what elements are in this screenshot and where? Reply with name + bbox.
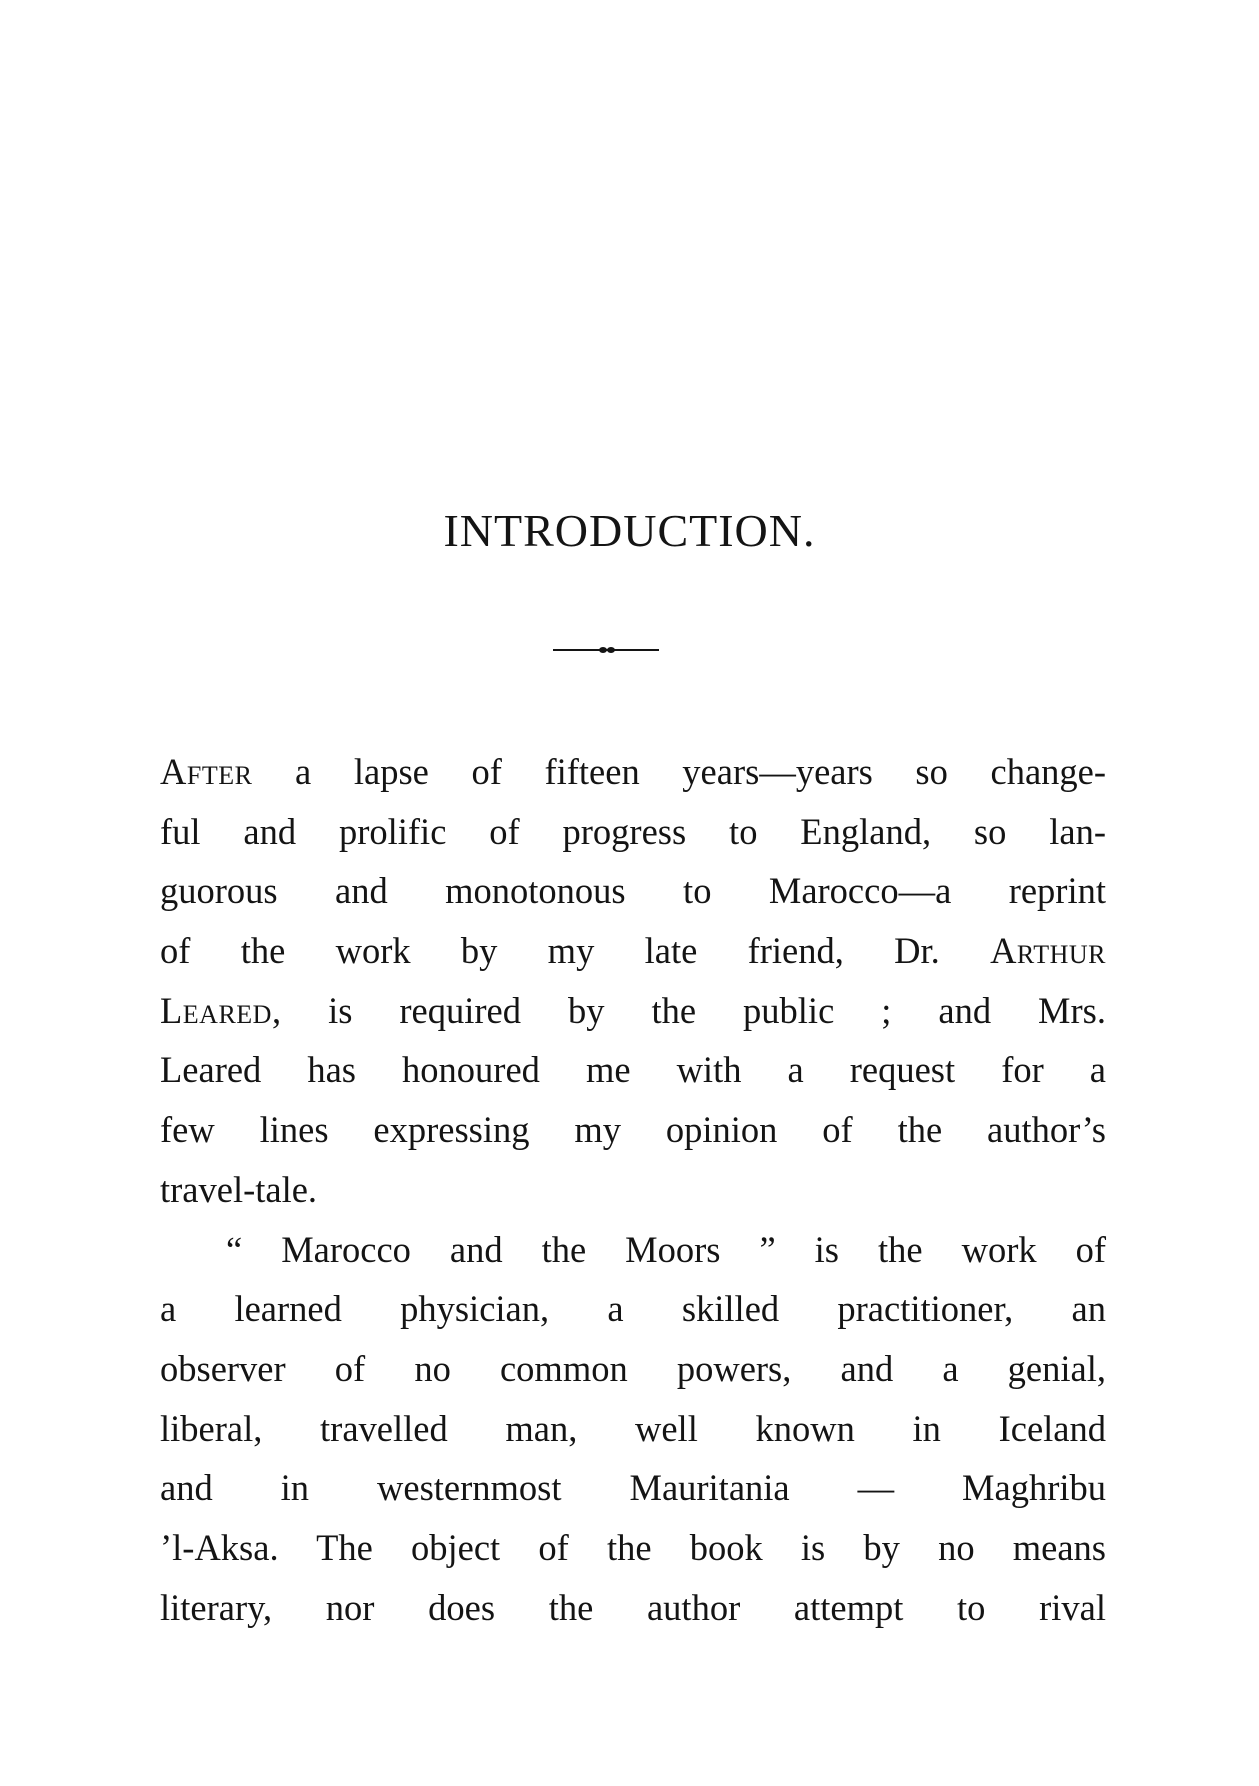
text-line <box>160 802 1106 862</box>
line-text: Leared has honoured me with a request for a <box>160 1049 1106 1091</box>
text-line <box>160 921 1106 981</box>
line-text: liberal, travelled man, well known in Iceland <box>160 1407 1106 1449</box>
text-line <box>160 1100 1106 1160</box>
small-caps-word: Leared <box>160 989 272 1031</box>
line-text: ful and prolific of progress to England, so lan- <box>160 810 1106 852</box>
text-line <box>160 1458 1106 1518</box>
text-line <box>160 1040 1106 1100</box>
line-text: literary, nor does the author attempt to rival <box>160 1586 1106 1628</box>
line-text: , is required by the public ; and Mrs. <box>271 989 1106 1031</box>
small-caps-word: Arthur <box>990 930 1106 972</box>
text-line <box>160 742 1106 802</box>
small-caps-word: After <box>160 751 253 792</box>
text-line <box>160 1220 1106 1280</box>
line-text: a learned physician, a skilled practitioner, an <box>160 1288 1106 1330</box>
text-line <box>160 1518 1106 1578</box>
line-text: travel-tale. <box>160 1168 318 1210</box>
line-text: few lines expressing my opinion of the author’s <box>160 1109 1106 1151</box>
body-text <box>160 742 1106 1637</box>
text-line <box>160 1578 1106 1638</box>
line-text: and in westernmost Mauritania — Maghribu <box>160 1467 1106 1509</box>
line-text: a lapse of fifteen years—years so change- <box>252 751 1106 792</box>
ornament-divider <box>553 645 659 655</box>
line-text: guorous and monotonous to Marocco—a reprint <box>160 870 1106 912</box>
line-text: of the work by my late friend, Dr. <box>160 930 991 972</box>
line-text: “ Marocco and the Moors ” is the work of <box>226 1228 1106 1270</box>
text-line <box>160 1279 1106 1339</box>
text-line <box>160 1339 1106 1399</box>
text-line <box>160 1160 1106 1220</box>
line-text: ’l-Aksa. The object of the book is by no means <box>160 1526 1106 1568</box>
text-line <box>160 981 1106 1041</box>
text-line <box>160 1399 1106 1459</box>
text-line <box>160 861 1106 921</box>
chapter-title: INTRODUCTION. <box>443 505 816 556</box>
line-text: observer of no common powers, and a genial, <box>160 1347 1106 1389</box>
